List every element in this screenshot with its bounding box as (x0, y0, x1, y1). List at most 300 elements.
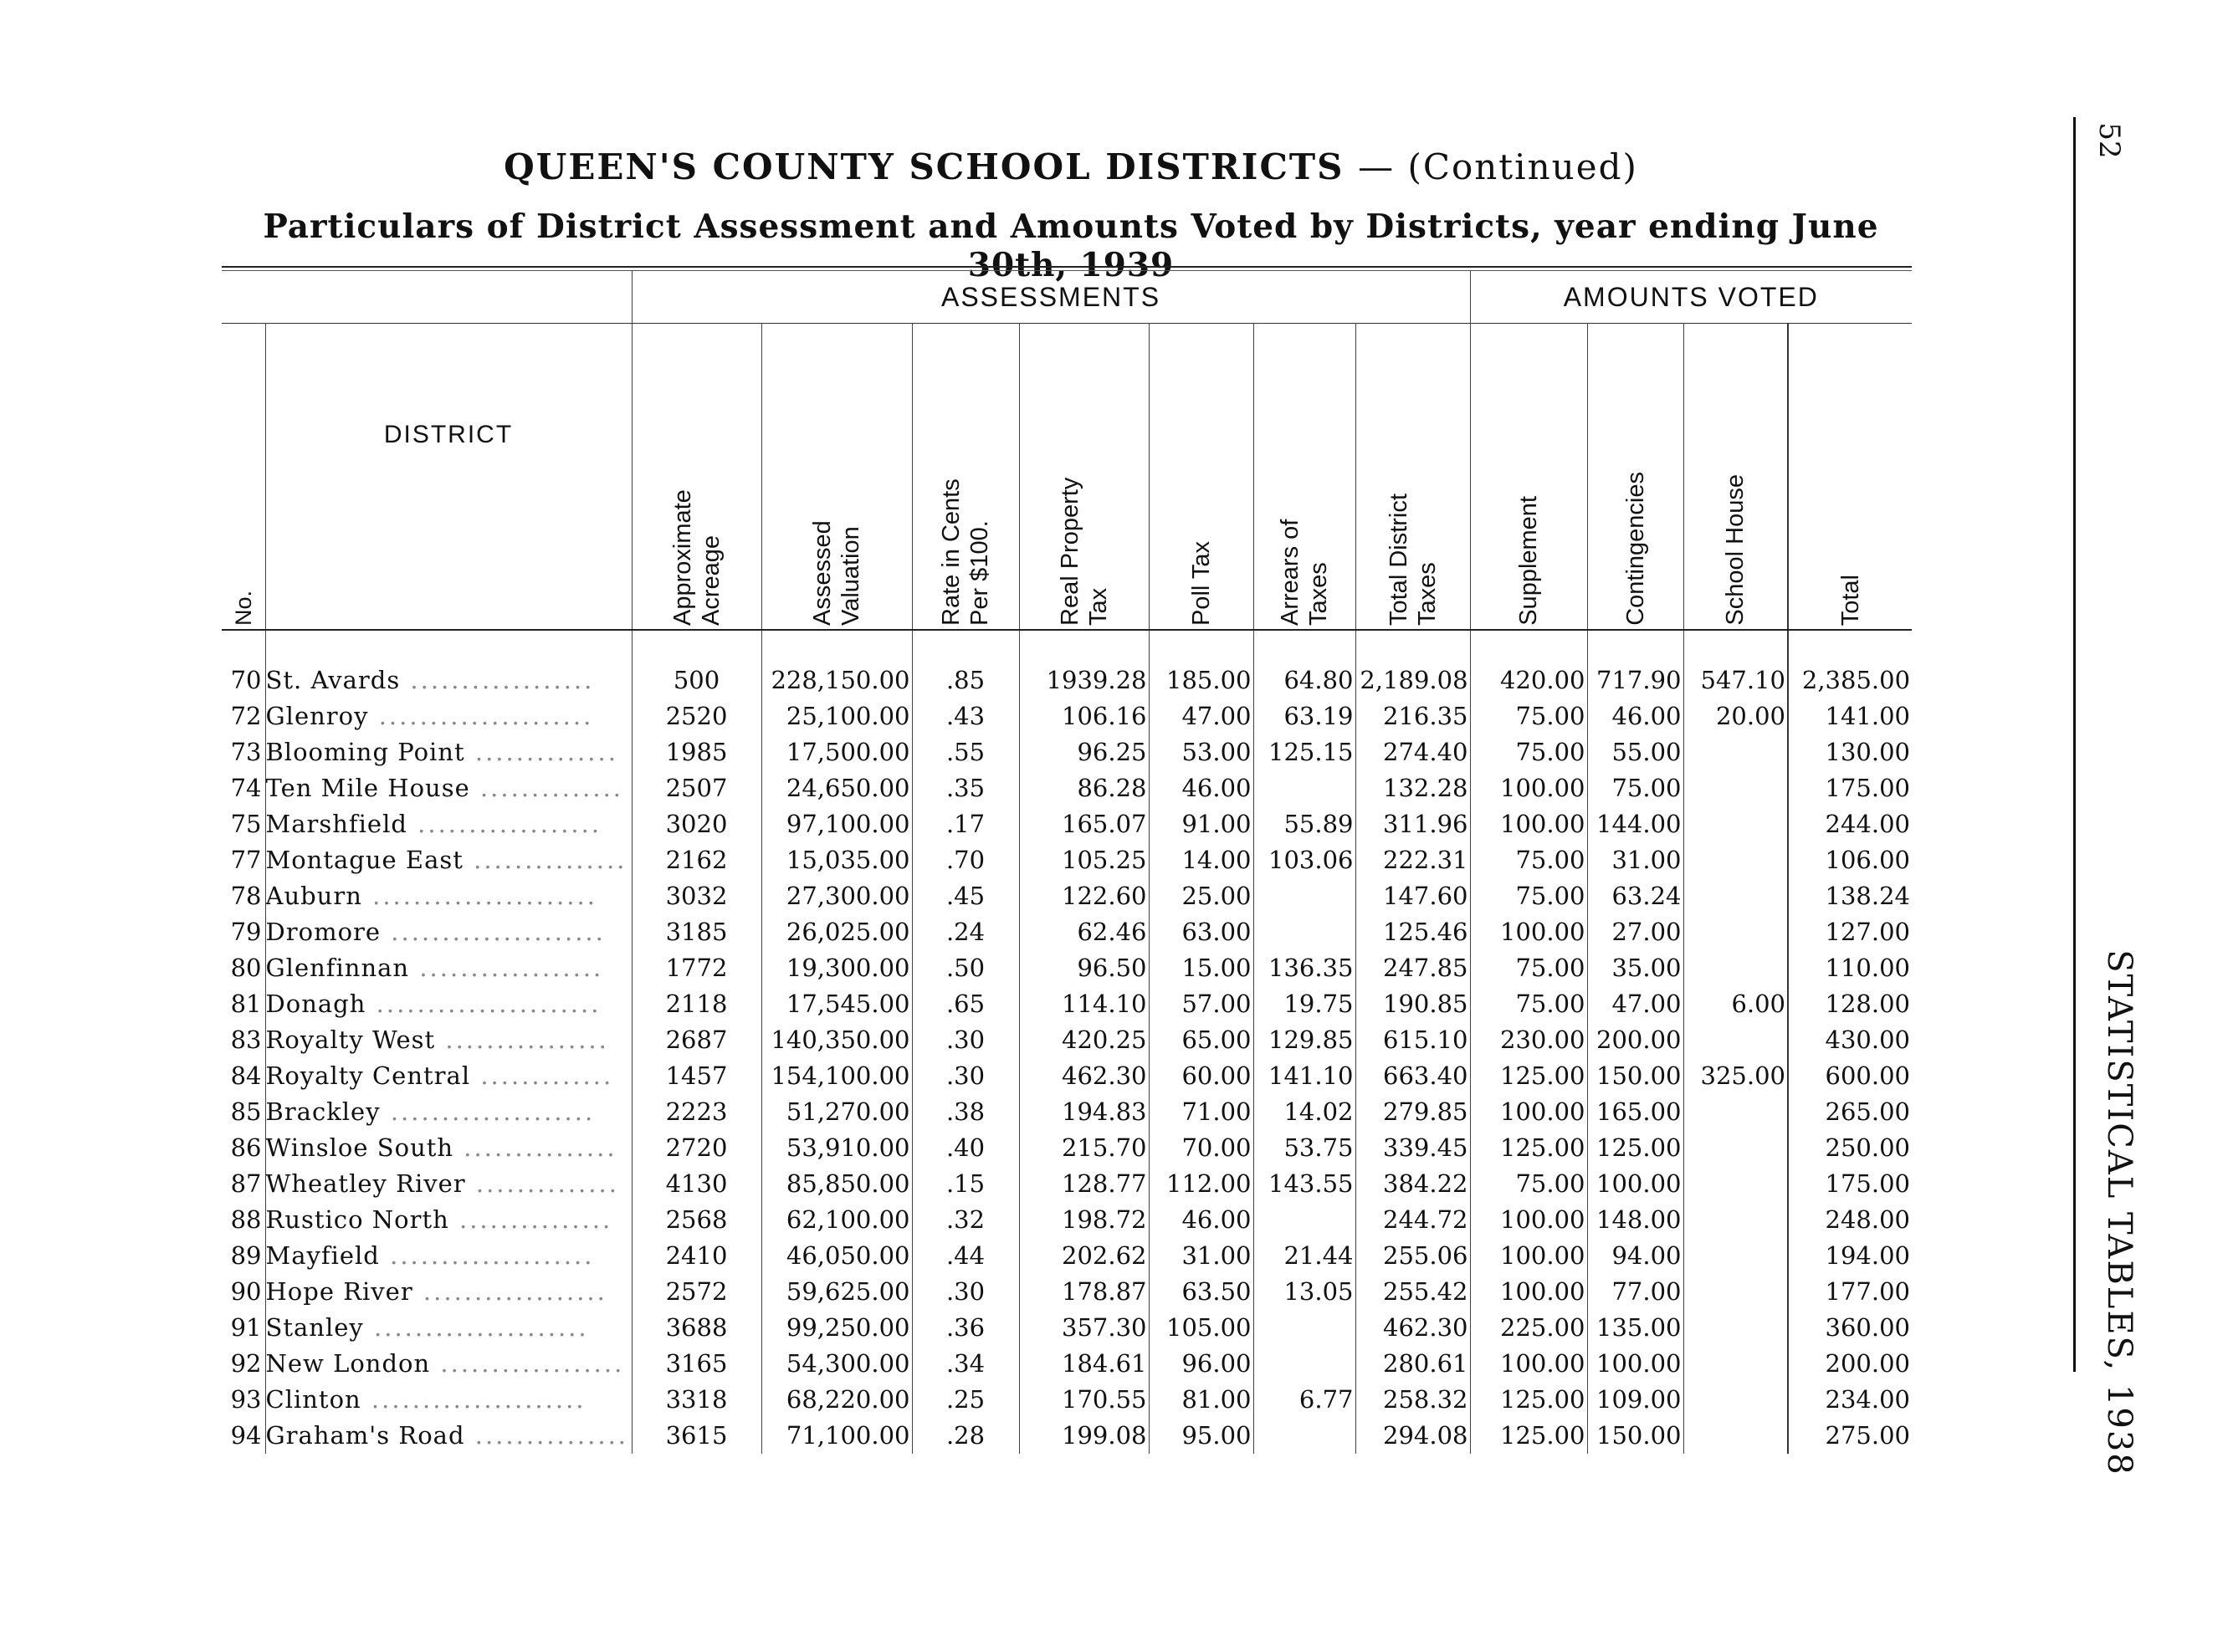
dot-leader: .................. (407, 810, 602, 838)
cell-acreage: 3318 (632, 1382, 761, 1418)
cell-poll-tax: 71.00 (1149, 1094, 1253, 1130)
cell-poll-tax: 63.50 (1149, 1274, 1253, 1310)
cell-valuation: 15,035.00 (761, 842, 912, 878)
cell-school-house: 325.00 (1683, 1058, 1788, 1094)
cell-poll-tax: 112.00 (1149, 1166, 1253, 1202)
cell-supplement: 100.00 (1470, 914, 1587, 950)
cell-contingencies: 100.00 (1587, 1166, 1683, 1202)
cell-total-district-taxes: 311.96 (1355, 806, 1470, 842)
dot-leader: ............... (448, 1205, 613, 1234)
cell-district (265, 914, 632, 950)
cell-arrears: 14.02 (1253, 1094, 1355, 1130)
cell-poll-tax: 70.00 (1149, 1130, 1253, 1166)
district-name: Clinton (265, 1385, 361, 1414)
cell-valuation: 85,850.00 (761, 1166, 912, 1202)
cell-total: 248.00 (1788, 1202, 1912, 1238)
cell-rate: .17 (912, 806, 1019, 842)
cell-no: 87 (230, 1169, 262, 1198)
cell-school-house (1683, 950, 1788, 986)
cell-poll-tax: 81.00 (1149, 1382, 1253, 1418)
cell-poll-tax: 53.00 (1149, 734, 1253, 770)
dot-leader: .............. (469, 774, 624, 802)
cell-poll-tax: 91.00 (1149, 806, 1253, 842)
table-body (222, 630, 1912, 1454)
cell-real-property-tax: 96.25 (1019, 734, 1149, 770)
cell-real-property-tax: 1939.28 (1019, 630, 1149, 698)
cell-no: 78 (230, 882, 262, 910)
cell-acreage: 3615 (632, 1418, 761, 1454)
cell-district (265, 986, 632, 1022)
cell-rate: .30 (912, 1058, 1019, 1094)
cell-rate: .44 (912, 1238, 1019, 1274)
cell-school-house (1683, 1166, 1788, 1202)
cell-total-district-taxes: 294.08 (1355, 1418, 1470, 1454)
cell-rate: .40 (912, 1130, 1019, 1166)
table-row (222, 842, 1912, 878)
cell-poll-tax: 65.00 (1149, 1022, 1253, 1058)
dot-leader: ............... (463, 846, 627, 874)
table-row (222, 1346, 1912, 1382)
cell-school-house (1683, 878, 1788, 914)
cell-district (265, 1022, 632, 1058)
dot-leader: .................. (400, 666, 595, 694)
cell-total-district-taxes: 384.22 (1355, 1166, 1470, 1202)
cell-real-property-tax: 128.77 (1019, 1166, 1149, 1202)
cell-total-district-taxes: 132.28 (1355, 770, 1470, 806)
district-name: Royalty Central (265, 1061, 471, 1090)
page-subtitle: Particulars of District Assessment and Amounts Voted by Districts, year ending June 30th, 1939 (263, 207, 1879, 284)
cell-district (265, 806, 632, 842)
title-main: QUEEN'S COUNTY SCHOOL DISTRICTS (504, 146, 1344, 187)
cell-no: 89 (230, 1241, 262, 1270)
cell-district (265, 1310, 632, 1346)
cell-real-property-tax: 106.16 (1019, 698, 1149, 734)
col-header-rate: Rate in Cents Per $100. (912, 324, 1019, 631)
dot-leader: ................ (435, 1025, 609, 1054)
cell-total-district-taxes: 255.06 (1355, 1238, 1470, 1274)
cell-contingencies: 150.00 (1587, 1058, 1683, 1094)
col-header-acreage: Approximate Acreage (632, 324, 761, 631)
cell-supplement: 100.00 (1470, 1094, 1587, 1130)
cell-school-house (1683, 1274, 1788, 1310)
cell-district (265, 842, 632, 878)
dot-leader: .................. (409, 954, 604, 982)
col-header-district: DISTRICT (265, 324, 632, 631)
cell-valuation: 17,500.00 (761, 734, 912, 770)
cell-valuation: 19,300.00 (761, 950, 912, 986)
cell-contingencies: 31.00 (1587, 842, 1683, 878)
cell-valuation: 25,100.00 (761, 698, 912, 734)
districts-table (222, 271, 1912, 1454)
cell-no: 77 (230, 846, 262, 874)
cell-supplement: 100.00 (1470, 1202, 1587, 1238)
cell-valuation: 140,350.00 (761, 1022, 912, 1058)
cell-district (265, 1382, 632, 1418)
cell-district (265, 698, 632, 734)
cell-total: 250.00 (1788, 1130, 1912, 1166)
cell-no: 75 (230, 810, 262, 838)
cell-school-house (1683, 914, 1788, 950)
cell-school-house (1683, 1238, 1788, 1274)
cell-rate: .65 (912, 986, 1019, 1022)
district-name: Marshfield (265, 810, 407, 838)
cell-no: 92 (230, 1349, 262, 1378)
cell-rate: .30 (912, 1274, 1019, 1310)
cell-total: 130.00 (1788, 734, 1912, 770)
cell-no: 88 (230, 1205, 262, 1234)
table-row (222, 630, 1912, 698)
cell-supplement: 100.00 (1470, 770, 1587, 806)
cell-school-house: 547.10 (1683, 630, 1788, 698)
cell-rate: .45 (912, 878, 1019, 914)
cell-real-property-tax: 122.60 (1019, 878, 1149, 914)
cell-no: 86 (230, 1133, 262, 1162)
cell-arrears: 13.05 (1253, 1274, 1355, 1310)
cell-total: 200.00 (1788, 1346, 1912, 1382)
cell-total: 600.00 (1788, 1058, 1912, 1094)
district-name: Mayfield (265, 1241, 380, 1270)
cell-valuation: 99,250.00 (761, 1310, 912, 1346)
cell-valuation: 59,625.00 (761, 1274, 912, 1310)
cell-acreage: 3020 (632, 806, 761, 842)
cell-no: 91 (230, 1313, 262, 1342)
cell-acreage: 1457 (632, 1058, 761, 1094)
table-row (222, 1166, 1912, 1202)
cell-district (265, 734, 632, 770)
cell-acreage: 2118 (632, 986, 761, 1022)
cell-arrears: 55.89 (1253, 806, 1355, 842)
cell-total-district-taxes: 216.35 (1355, 698, 1470, 734)
district-name: Glenfinnan (265, 954, 410, 982)
cell-no: 79 (230, 918, 262, 946)
cell-total: 175.00 (1788, 1166, 1912, 1202)
cell-contingencies: 75.00 (1587, 770, 1683, 806)
cell-valuation: 51,270.00 (761, 1094, 912, 1130)
cell-school-house (1683, 1310, 1788, 1346)
cell-arrears: 53.75 (1253, 1130, 1355, 1166)
cell-supplement: 75.00 (1470, 878, 1587, 914)
cell-poll-tax: 46.00 (1149, 1202, 1253, 1238)
cell-acreage: 500 (632, 630, 761, 698)
cell-no: 72 (230, 702, 262, 730)
cell-rate: .35 (912, 770, 1019, 806)
cell-no: 80 (230, 954, 262, 982)
cell-contingencies: 144.00 (1587, 806, 1683, 842)
cell-total: 127.00 (1788, 914, 1912, 950)
cell-total: 128.00 (1788, 986, 1912, 1022)
table-row (222, 1274, 1912, 1310)
cell-no: 94 (230, 1421, 262, 1450)
cell-no: 70 (230, 666, 262, 694)
cell-total: 177.00 (1788, 1274, 1912, 1310)
dot-leader: .................. (430, 1349, 625, 1378)
col-header-contingencies: Contingencies (1587, 324, 1683, 631)
cell-valuation: 62,100.00 (761, 1202, 912, 1238)
cell-district (265, 1058, 632, 1094)
cell-rate: .34 (912, 1346, 1019, 1382)
cell-total: 360.00 (1788, 1310, 1912, 1346)
cell-total-district-taxes: 190.85 (1355, 986, 1470, 1022)
cell-acreage: 2507 (632, 770, 761, 806)
table-row (222, 950, 1912, 986)
cell-arrears (1253, 1418, 1355, 1454)
cell-arrears: 129.85 (1253, 1022, 1355, 1058)
cell-supplement: 75.00 (1470, 734, 1587, 770)
dot-leader: ............... (464, 1421, 629, 1450)
cell-rate: .43 (912, 698, 1019, 734)
cell-real-property-tax: 184.61 (1019, 1346, 1149, 1382)
cell-valuation: 54,300.00 (761, 1346, 912, 1382)
cell-acreage: 3165 (632, 1346, 761, 1382)
cell-valuation: 228,150.00 (761, 630, 912, 698)
cell-supplement: 100.00 (1470, 1274, 1587, 1310)
district-name: Glenroy (265, 702, 369, 730)
cell-district (265, 950, 632, 986)
table-row (222, 806, 1912, 842)
cell-valuation: 68,220.00 (761, 1382, 912, 1418)
cell-real-property-tax: 114.10 (1019, 986, 1149, 1022)
cell-poll-tax: 25.00 (1149, 878, 1253, 914)
cell-poll-tax: 31.00 (1149, 1238, 1253, 1274)
district-name: Rustico North (265, 1205, 449, 1234)
cell-supplement: 125.00 (1470, 1382, 1587, 1418)
dot-leader: ............. (470, 1061, 614, 1090)
dot-leader: ..................... (363, 1313, 589, 1342)
page-margin (2073, 117, 2143, 1476)
district-name: Brackley (265, 1097, 381, 1126)
cell-contingencies: 35.00 (1587, 950, 1683, 986)
table-row (222, 698, 1912, 734)
cell-no: 93 (230, 1385, 262, 1414)
cell-contingencies: 63.24 (1587, 878, 1683, 914)
cell-valuation: 97,100.00 (761, 806, 912, 842)
cell-school-house (1683, 1094, 1788, 1130)
cell-total-district-taxes: 462.30 (1355, 1310, 1470, 1346)
cell-arrears (1253, 770, 1355, 806)
cell-supplement: 75.00 (1470, 1166, 1587, 1202)
district-name: St. Avards (265, 666, 401, 694)
col-header-total: Total (1788, 324, 1912, 631)
cell-total: 141.00 (1788, 698, 1912, 734)
cell-supplement: 75.00 (1470, 698, 1587, 734)
cell-valuation: 24,650.00 (761, 770, 912, 806)
dot-leader: ..................... (381, 918, 606, 946)
cell-school-house (1683, 1382, 1788, 1418)
cell-arrears: 103.06 (1253, 842, 1355, 878)
col-header-arrears: Arrears of Taxes (1253, 324, 1355, 631)
cell-total-district-taxes: 255.42 (1355, 1274, 1470, 1310)
cell-district (265, 1418, 632, 1454)
cell-rate: .36 (912, 1310, 1019, 1346)
cell-poll-tax: 47.00 (1149, 698, 1253, 734)
cell-no: 74 (230, 774, 262, 802)
cell-arrears (1253, 914, 1355, 950)
cell-school-house (1683, 1022, 1788, 1058)
district-name: Winsloe South (265, 1133, 454, 1162)
cell-valuation: 154,100.00 (761, 1058, 912, 1094)
group-header-blank (222, 271, 632, 324)
cell-arrears: 125.15 (1253, 734, 1355, 770)
cell-acreage: 2572 (632, 1274, 761, 1310)
cell-supplement: 100.00 (1470, 1238, 1587, 1274)
cell-contingencies: 125.00 (1587, 1130, 1683, 1166)
table-row (222, 1238, 1912, 1274)
cell-school-house (1683, 1202, 1788, 1238)
col-header-valuation: Assessed Valuation (761, 324, 912, 631)
cell-total-district-taxes: 222.31 (1355, 842, 1470, 878)
cell-poll-tax: 60.00 (1149, 1058, 1253, 1094)
cell-total: 430.00 (1788, 1022, 1912, 1058)
cell-acreage: 2568 (632, 1202, 761, 1238)
cell-acreage: 2687 (632, 1022, 761, 1058)
cell-contingencies: 46.00 (1587, 698, 1683, 734)
district-name: Auburn (265, 882, 362, 910)
cell-arrears: 64.80 (1253, 630, 1355, 698)
cell-contingencies: 55.00 (1587, 734, 1683, 770)
cell-school-house (1683, 734, 1788, 770)
cell-acreage: 3688 (632, 1310, 761, 1346)
cell-district (265, 630, 632, 698)
dot-leader: ...................... (366, 990, 602, 1018)
cell-school-house (1683, 842, 1788, 878)
cell-total-district-taxes: 2,189.08 (1355, 630, 1470, 698)
table-row (222, 1094, 1912, 1130)
cell-district (265, 1274, 632, 1310)
dot-leader: .................. (412, 1277, 607, 1306)
cell-total: 244.00 (1788, 806, 1912, 842)
page-title (218, 146, 1924, 187)
cell-contingencies: 150.00 (1587, 1418, 1683, 1454)
cell-total-district-taxes: 274.40 (1355, 734, 1470, 770)
cell-contingencies: 94.00 (1587, 1238, 1683, 1274)
cell-arrears: 141.10 (1253, 1058, 1355, 1094)
cell-acreage: 3032 (632, 878, 761, 914)
cell-rate: .55 (912, 734, 1019, 770)
cell-no: 81 (230, 990, 262, 1018)
dot-leader: .............. (465, 1169, 619, 1198)
cell-school-house: 20.00 (1683, 698, 1788, 734)
cell-rate: .50 (912, 950, 1019, 986)
cell-district (265, 1094, 632, 1130)
cell-no: 90 (230, 1277, 262, 1306)
dot-leader: .............. (464, 738, 618, 766)
dot-leader: .................... (380, 1097, 596, 1126)
table-row (222, 914, 1912, 950)
dot-leader: ..................... (368, 702, 594, 730)
cell-no: 85 (230, 1097, 262, 1126)
cell-arrears (1253, 1202, 1355, 1238)
col-header-school-house: School House (1683, 324, 1788, 631)
table-row (222, 1382, 1912, 1418)
cell-school-house (1683, 1418, 1788, 1454)
cell-real-property-tax: 105.25 (1019, 842, 1149, 878)
cell-school-house (1683, 806, 1788, 842)
table-row (222, 1130, 1912, 1166)
cell-contingencies: 47.00 (1587, 986, 1683, 1022)
cell-supplement: 225.00 (1470, 1310, 1587, 1346)
cell-total: 110.00 (1788, 950, 1912, 986)
table-row (222, 1202, 1912, 1238)
cell-school-house (1683, 1346, 1788, 1382)
cell-total: 138.24 (1788, 878, 1912, 914)
cell-rate: .24 (912, 914, 1019, 950)
col-header-poll-tax: Poll Tax (1149, 324, 1253, 631)
cell-poll-tax: 95.00 (1149, 1418, 1253, 1454)
table-row (222, 1022, 1912, 1058)
cell-real-property-tax: 420.25 (1019, 1022, 1149, 1058)
cell-poll-tax: 57.00 (1149, 986, 1253, 1022)
cell-poll-tax: 46.00 (1149, 770, 1253, 806)
table-row (222, 1418, 1912, 1454)
cell-district (265, 1166, 632, 1202)
cell-total-district-taxes: 147.60 (1355, 878, 1470, 914)
cell-supplement: 125.00 (1470, 1058, 1587, 1094)
cell-total: 194.00 (1788, 1238, 1912, 1274)
cell-total: 275.00 (1788, 1418, 1912, 1454)
cell-total-district-taxes: 244.72 (1355, 1202, 1470, 1238)
amounts-voted-group-header: AMOUNTS VOTED (1470, 271, 1912, 324)
dot-leader: .................... (379, 1241, 595, 1270)
table-row (222, 1310, 1912, 1346)
cell-real-property-tax: 462.30 (1019, 1058, 1149, 1094)
cell-rate: .25 (912, 1382, 1019, 1418)
cell-district (265, 1130, 632, 1166)
cell-real-property-tax: 178.87 (1019, 1274, 1149, 1310)
cell-rate: .32 (912, 1202, 1019, 1238)
cell-supplement: 420.00 (1470, 630, 1587, 698)
cell-valuation: 46,050.00 (761, 1238, 912, 1274)
table-row (222, 734, 1912, 770)
district-name: Blooming Point (265, 738, 465, 766)
district-name: Donagh (265, 990, 366, 1018)
title-suffix: — (Continued) (1358, 146, 1638, 187)
cell-no: 84 (230, 1061, 262, 1090)
cell-acreage: 4130 (632, 1166, 761, 1202)
cell-contingencies: 200.00 (1587, 1022, 1683, 1058)
cell-district (265, 770, 632, 806)
cell-real-property-tax: 215.70 (1019, 1130, 1149, 1166)
cell-contingencies: 165.00 (1587, 1094, 1683, 1130)
cell-total: 265.00 (1788, 1094, 1912, 1130)
cell-acreage: 1985 (632, 734, 761, 770)
cell-no: 83 (230, 1025, 262, 1054)
cell-arrears: 6.77 (1253, 1382, 1355, 1418)
cell-arrears: 136.35 (1253, 950, 1355, 986)
cell-total: 106.00 (1788, 842, 1912, 878)
cell-poll-tax: 15.00 (1149, 950, 1253, 986)
cell-supplement: 230.00 (1470, 1022, 1587, 1058)
cell-arrears (1253, 1346, 1355, 1382)
district-name: Stanley (265, 1313, 364, 1342)
cell-valuation: 17,545.00 (761, 986, 912, 1022)
cell-acreage: 2720 (632, 1130, 761, 1166)
cell-contingencies: 135.00 (1587, 1310, 1683, 1346)
cell-acreage: 2223 (632, 1094, 761, 1130)
cell-rate: .15 (912, 1166, 1019, 1202)
cell-district (265, 878, 632, 914)
cell-district (265, 1346, 632, 1382)
district-name: Ten Mile House (265, 774, 470, 802)
cell-contingencies: 77.00 (1587, 1274, 1683, 1310)
col-header-real-property-tax: Real Property Tax (1019, 324, 1149, 631)
cell-real-property-tax: 198.72 (1019, 1202, 1149, 1238)
cell-arrears: 143.55 (1253, 1166, 1355, 1202)
cell-acreage: 3185 (632, 914, 761, 950)
district-name: Hope River (265, 1277, 413, 1306)
cell-valuation: 53,910.00 (761, 1130, 912, 1166)
cell-school-house: 6.00 (1683, 986, 1788, 1022)
cell-supplement: 100.00 (1470, 1346, 1587, 1382)
